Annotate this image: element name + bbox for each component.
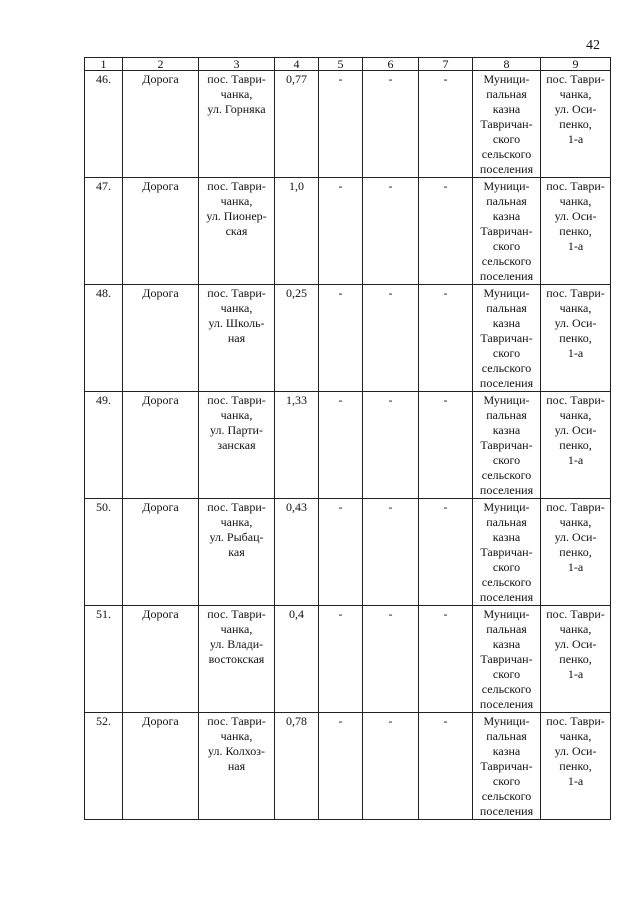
column-header: 8 (473, 58, 541, 71)
cell-col6: - (363, 499, 419, 606)
cell-location (199, 606, 275, 713)
cell-name: Дорога (123, 392, 199, 499)
cell-col7: - (419, 606, 473, 713)
cell-col6: - (363, 713, 419, 820)
cell-owner (473, 285, 541, 392)
cell-owner (473, 606, 541, 713)
table-row (85, 713, 611, 820)
cell-owner (473, 499, 541, 606)
cell-name: Дорога (123, 499, 199, 606)
address-text: пос. Таври- чанка, ул. Оси- пенко, 1-а (546, 714, 605, 788)
column-header: 1 (85, 58, 123, 71)
cell-owner (473, 713, 541, 820)
cell-number: 51. (85, 606, 123, 713)
table-row (85, 285, 611, 392)
address-text: пос. Таври- чанка, ул. Оси- пенко, 1-а (546, 607, 605, 681)
location-text: пос. Таври- чанка, ул. Колхоз- ная (207, 714, 266, 773)
cell-address (541, 713, 611, 820)
cell-col6: - (363, 285, 419, 392)
table-row (85, 606, 611, 713)
cell-length: 0,43 (275, 499, 319, 606)
cell-col6: - (363, 606, 419, 713)
table-row (85, 71, 611, 178)
cell-number: 49. (85, 392, 123, 499)
cell-address (541, 285, 611, 392)
column-header: 7 (419, 58, 473, 71)
cell-owner (473, 178, 541, 285)
cell-owner (473, 71, 541, 178)
address-text: пос. Таври- чанка, ул. Оси- пенко, 1-а (546, 179, 605, 253)
address-text: пос. Таври- чанка, ул. Оси- пенко, 1-а (546, 393, 605, 467)
cell-col7: - (419, 285, 473, 392)
page-number: 42 (586, 38, 600, 53)
location-text: пос. Таври- чанка, ул. Влади- востокская (207, 607, 266, 666)
owner-text: Муници- пальная казна Тавричан- ского сельского поселения (479, 286, 534, 390)
cell-col7: - (419, 392, 473, 499)
cell-name: Дорога (123, 178, 199, 285)
cell-col5: - (319, 713, 363, 820)
table-row (85, 178, 611, 285)
cell-col7: - (419, 178, 473, 285)
cell-owner (473, 392, 541, 499)
cell-location (199, 713, 275, 820)
cell-col6: - (363, 71, 419, 178)
location-text: пос. Таври- чанка, ул. Рыбац- кая (207, 500, 266, 559)
cell-address (541, 499, 611, 606)
column-header: 9 (541, 58, 611, 71)
location-text: пос. Таври- чанка, ул. Горняка (207, 72, 266, 116)
table-row (85, 392, 611, 499)
cell-location (199, 285, 275, 392)
cell-col5: - (319, 71, 363, 178)
cell-location (199, 499, 275, 606)
owner-text: Муници- пальная казна Тавричан- ского сельского поселения (479, 607, 534, 711)
cell-length: 0,78 (275, 713, 319, 820)
cell-location (199, 392, 275, 499)
cell-name: Дорога (123, 713, 199, 820)
column-header: 6 (363, 58, 419, 71)
cell-col5: - (319, 606, 363, 713)
column-header: 2 (123, 58, 199, 71)
column-header: 4 (275, 58, 319, 71)
cell-length: 1,33 (275, 392, 319, 499)
cell-address (541, 606, 611, 713)
owner-text: Муници- пальная казна Тавричан- ского сельского поселения (479, 500, 534, 604)
cell-address (541, 71, 611, 178)
location-text: пос. Таври- чанка, ул. Школь- ная (207, 286, 266, 345)
cell-col6: - (363, 392, 419, 499)
address-text: пос. Таври- чанка, ул. Оси- пенко, 1-а (546, 500, 605, 574)
cell-col5: - (319, 392, 363, 499)
location-text: пос. Таври- чанка, ул. Пионер- ская (206, 179, 267, 238)
owner-text: Муници- пальная казна Тавричан- ского сельского поселения (479, 393, 534, 497)
cell-location (199, 178, 275, 285)
cell-address (541, 178, 611, 285)
cell-location (199, 71, 275, 178)
owner-text: Муници- пальная казна Тавричан- ского сельского поселения (479, 72, 534, 176)
cell-length: 0,4 (275, 606, 319, 713)
cell-col6: - (363, 178, 419, 285)
cell-name: Дорога (123, 606, 199, 713)
cell-length: 0,77 (275, 71, 319, 178)
cell-length: 0,25 (275, 285, 319, 392)
cell-col7: - (419, 499, 473, 606)
owner-text: Муници- пальная казна Тавричан- ского сельского поселения (479, 714, 534, 818)
registry-table (84, 57, 611, 820)
cell-col5: - (319, 499, 363, 606)
cell-number: 46. (85, 71, 123, 178)
cell-name: Дорога (123, 285, 199, 392)
cell-col5: - (319, 285, 363, 392)
table-row (85, 499, 611, 606)
cell-length: 1,0 (275, 178, 319, 285)
cell-number: 47. (85, 178, 123, 285)
cell-name: Дорога (123, 71, 199, 178)
cell-number: 52. (85, 713, 123, 820)
address-text: пос. Таври- чанка, ул. Оси- пенко, 1-а (546, 72, 605, 146)
cell-number: 50. (85, 499, 123, 606)
address-text: пос. Таври- чанка, ул. Оси- пенко, 1-а (546, 286, 605, 360)
cell-col5: - (319, 178, 363, 285)
table-header-row (85, 58, 611, 71)
column-header: 5 (319, 58, 363, 71)
location-text: пос. Таври- чанка, ул. Парти- занская (207, 393, 266, 452)
owner-text: Муници- пальная казна Тавричан- ского сельского поселения (479, 179, 534, 283)
cell-col7: - (419, 71, 473, 178)
column-header: 3 (199, 58, 275, 71)
cell-col7: - (419, 713, 473, 820)
cell-address (541, 392, 611, 499)
cell-number: 48. (85, 285, 123, 392)
